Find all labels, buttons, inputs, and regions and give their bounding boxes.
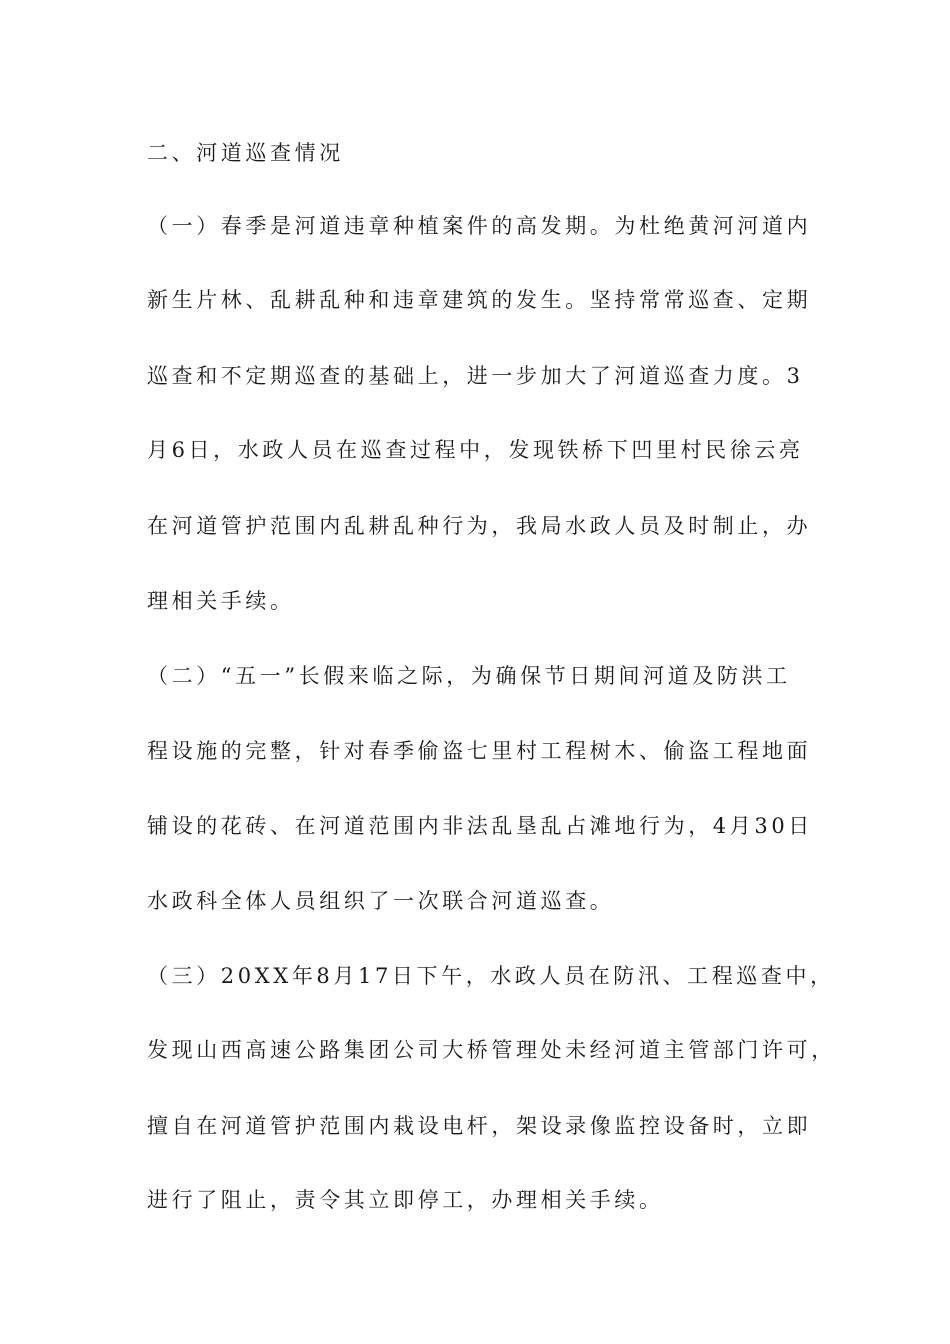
paragraph-line: （三）20XX年8月17日下午，水政人员在防汛、工程巡查中，	[147, 964, 835, 988]
paragraph-line: 理相关手续。	[147, 589, 295, 613]
paragraph-line: 铺设的花砖、在河道范围内非法乱垦乱占滩地行为，4月30日	[147, 814, 813, 838]
paragraph-line: 擅自在河道管护范围内栽设电杆，架设录像监控设备时，立即	[147, 1114, 812, 1138]
paragraph-line: 月6日，水政人员在巡查过程中，发现铁桥下凹里村民徐云亮	[147, 438, 804, 462]
paragraph-line: 发现山西高速公路集团公司大桥管理处未经河道主管部门许可，	[147, 1038, 836, 1062]
paragraph-line: （一）春季是河道违章种植案件的高发期。为杜绝黄河河道内	[147, 214, 812, 238]
paragraph-line: （二）“五一”长假来临之际，为确保节日期间河道及防洪工	[147, 664, 791, 688]
paragraph-line: 程设施的完整，针对春季偷盗七里村工程树木、偷盗工程地面	[147, 739, 812, 763]
paragraph-line: 水政科全体人员组织了一次联合河道巡查。	[147, 889, 615, 913]
paragraph-line: 进行了阻止，责令其立即停工，办理相关手续。	[147, 1188, 664, 1212]
paragraph-line: 巡查和不定期巡查的基础上，进一步加大了河道巡查力度。3	[147, 364, 804, 388]
paragraph-line: 在河道管护范围内乱耕乱种行为，我局水政人员及时制止，办	[147, 514, 812, 538]
paragraph-line: 新生片林、乱耕乱种和违章建筑的发生。坚持常常巡查、定期	[147, 288, 812, 312]
section-heading: 二、河道巡查情况	[147, 141, 344, 165]
